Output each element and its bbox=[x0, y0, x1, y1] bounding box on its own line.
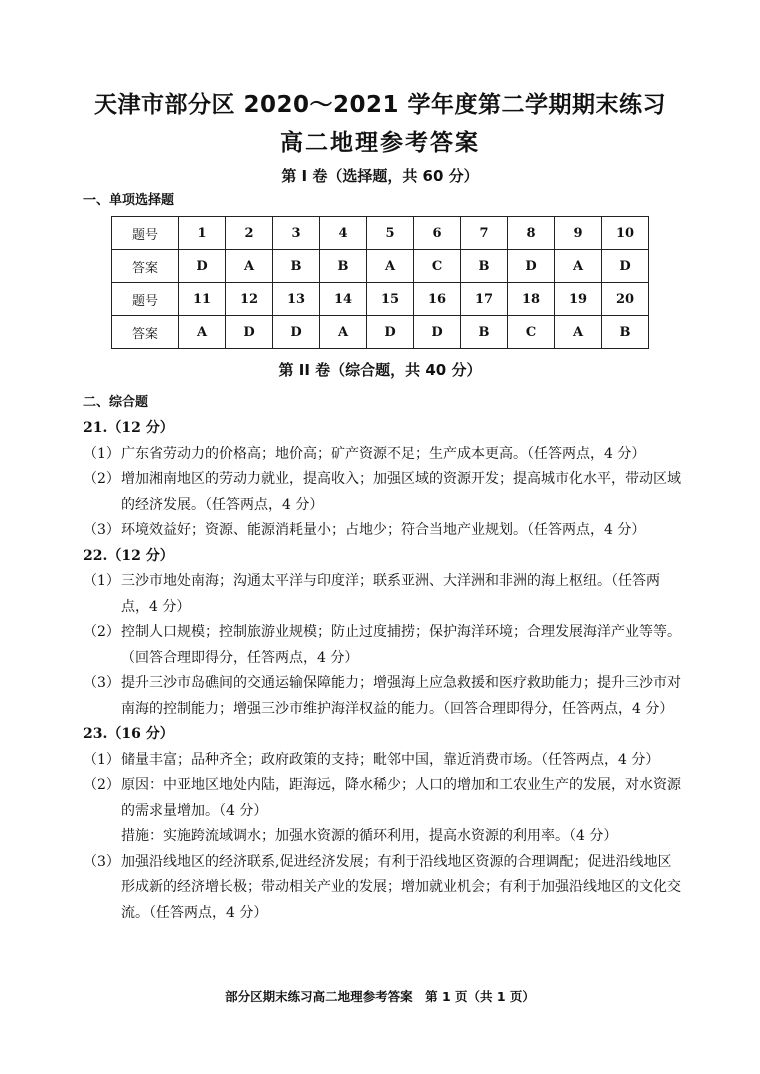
table-cell: 15 bbox=[367, 283, 414, 316]
table-cell: 12 bbox=[226, 283, 273, 316]
table-cell: 1 bbox=[179, 217, 226, 250]
table-cell: B bbox=[273, 250, 320, 283]
table-cell: 4 bbox=[320, 217, 367, 250]
table-cell: D bbox=[367, 316, 414, 349]
answer-label: （2） bbox=[83, 471, 120, 487]
section2-title: 二、综合题 bbox=[83, 395, 149, 410]
question-22-answer-1 bbox=[83, 569, 683, 620]
table-cell: 6 bbox=[414, 217, 461, 250]
table-cell: 13 bbox=[273, 283, 320, 316]
table-cell: 3 bbox=[273, 217, 320, 250]
question-21-answer-3 bbox=[83, 518, 683, 544]
answer-label: （1） bbox=[83, 573, 120, 589]
table-row bbox=[112, 316, 649, 349]
question-23-answer-1 bbox=[83, 748, 683, 774]
table-cell: D bbox=[273, 316, 320, 349]
table-cell: 7 bbox=[461, 217, 508, 250]
part2-heading: 第 II 卷（综合题，共 40 分） bbox=[278, 361, 482, 379]
answer-label: （1） bbox=[83, 445, 120, 462]
page-footer: 部分区期末练习高二地理参考答案 第 1 页（共 1 页） bbox=[225, 989, 535, 1004]
document-subtitle: 高二地理参考答案 bbox=[280, 130, 480, 156]
table-cell: 16 bbox=[414, 283, 461, 316]
table-cell: 14 bbox=[320, 283, 367, 316]
table-cell: D bbox=[602, 250, 649, 283]
answer-text: 提升三沙市岛礁间的交通运输保障能力；增强海上应急救援和医疗救助能力；提升三沙市对南海的控制能力；增强三沙市维护海洋权益的能力。（回答合理即得分，任答两点，4 分） bbox=[121, 675, 681, 717]
question-23-answer-2-measures: 措施：实施跨流域调水；加强水资源的循环利用，提高水资源的利用率。（4 分） bbox=[121, 828, 618, 844]
question-23-answer-3 bbox=[83, 850, 683, 927]
question-21-answer-2 bbox=[83, 467, 683, 518]
answer-label: （2） bbox=[83, 624, 120, 640]
table-row bbox=[112, 217, 649, 250]
table-cell: 9 bbox=[555, 217, 602, 250]
table-row bbox=[112, 283, 649, 316]
answer-label: （1） bbox=[83, 751, 120, 768]
table-cell: 17 bbox=[461, 283, 508, 316]
table-cell: 20 bbox=[602, 283, 649, 316]
question-23-number: 23.（16 分） bbox=[83, 726, 174, 742]
table-row bbox=[112, 250, 649, 283]
answer-text: 环境效益好；资源、能源消耗量小；占地少；符合当地产业规划。（任答两点，4 分） bbox=[121, 522, 646, 538]
answer-text: 广东省劳动力的价格高；地价高；矿产资源不足；生产成本更高。（任答两点，4 分） bbox=[121, 445, 646, 462]
table-cell: B bbox=[320, 250, 367, 283]
table-cell: A bbox=[226, 250, 273, 283]
table-cell: B bbox=[461, 250, 508, 283]
section1-title: 一、单项选择题 bbox=[83, 193, 175, 208]
table-cell: A bbox=[367, 250, 414, 283]
table-cell: A bbox=[179, 316, 226, 349]
answer-text: 加强沿线地区的经济联系,促进经济发展；有利于沿线地区资源的合理调配；促进沿线地区形成新的经济增长极；带动相关产业的发展；增加就业机会；有利于加强沿线地区的文化交流。（任答两点，4 分） bbox=[121, 853, 681, 921]
table-cell: A bbox=[555, 250, 602, 283]
answer-table bbox=[111, 216, 649, 349]
answer-text: 原因：中亚地区地处内陆，距海远，降水稀少；人口的增加和工农业生产的发展，对水资源的需求量增加。（4 分） bbox=[121, 777, 681, 819]
table-row-header: 题号 bbox=[112, 283, 179, 316]
answer-label: （3） bbox=[83, 675, 120, 691]
answer-text: 增加湘南地区的劳动力就业，提高收入；加强区域的资源开发；提高城市化水平，带动区域的经济发展。（任答两点，4 分） bbox=[121, 471, 681, 513]
answer-label: （3） bbox=[83, 853, 120, 870]
table-cell: 2 bbox=[226, 217, 273, 250]
question-22-number: 22.（12 分） bbox=[83, 547, 174, 564]
answer-label: （3） bbox=[83, 522, 120, 538]
answer-text: 储量丰富；品种齐全；政府政策的支持；毗邻中国，靠近消费市场。（任答两点，4 分） bbox=[121, 751, 660, 768]
table-cell: D bbox=[226, 316, 273, 349]
table-cell: 11 bbox=[179, 283, 226, 316]
table-cell: C bbox=[508, 316, 555, 349]
table-cell: 10 bbox=[602, 217, 649, 250]
document-title: 天津市部分区 2020～2021 学年度第二学期期末练习 bbox=[93, 92, 667, 118]
table-cell: B bbox=[461, 316, 508, 349]
table-cell: 8 bbox=[508, 217, 555, 250]
table-cell: A bbox=[320, 316, 367, 349]
table-cell: D bbox=[179, 250, 226, 283]
question-21-answer-1 bbox=[83, 442, 683, 468]
question-23-answer-2 bbox=[83, 773, 683, 824]
table-cell: 5 bbox=[367, 217, 414, 250]
question-22-answer-3 bbox=[83, 671, 683, 722]
table-cell: D bbox=[414, 316, 461, 349]
question-22-answer-2 bbox=[83, 620, 683, 671]
table-row-header: 答案 bbox=[112, 250, 179, 283]
part1-heading: 第 I 卷（选择题，共 60 分） bbox=[281, 167, 479, 185]
table-row-header: 答案 bbox=[112, 316, 179, 349]
answer-text: 三沙市地处南海；沟通太平洋与印度洋；联系亚洲、大洋洲和非洲的海上枢纽。（任答两点，4 分） bbox=[121, 573, 660, 615]
comprehensive-answers bbox=[83, 416, 683, 926]
table-row-header: 题号 bbox=[112, 217, 179, 250]
table-cell: B bbox=[602, 316, 649, 349]
answer-label: （2） bbox=[83, 777, 120, 793]
table-cell: D bbox=[508, 250, 555, 283]
table-cell: 19 bbox=[555, 283, 602, 316]
answer-text: 控制人口规模；控制旅游业规模；防止过度捕捞；保护海洋环境；合理发展海洋产业等等。（回答合理即得分，任答两点，4 分） bbox=[121, 624, 681, 666]
table-cell: C bbox=[414, 250, 461, 283]
table-cell: A bbox=[555, 316, 602, 349]
table-cell: 18 bbox=[508, 283, 555, 316]
question-21-number: 21.（12 分） bbox=[83, 420, 174, 436]
